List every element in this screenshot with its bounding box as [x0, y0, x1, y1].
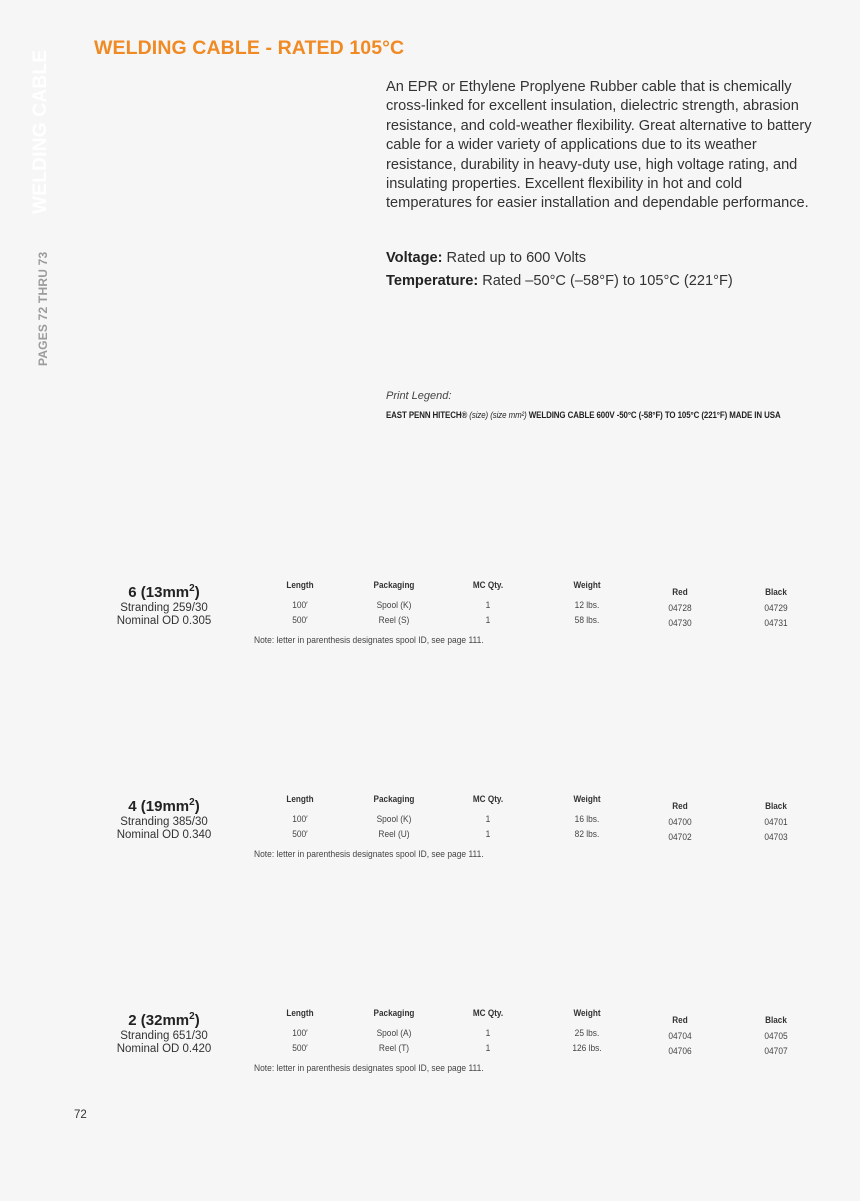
- table-cell: 04728: [668, 603, 692, 614]
- column-red: [650, 794, 710, 845]
- table-cell: 1: [485, 814, 491, 825]
- print-legend-label: Print Legend:: [386, 390, 452, 402]
- table-cell: 04729: [764, 603, 788, 614]
- product-block: [0, 794, 860, 894]
- column-length: [270, 580, 330, 628]
- print-legend-text: [386, 410, 781, 420]
- table-cell: 100′: [292, 600, 308, 611]
- size-superscript: 2: [189, 1011, 195, 1022]
- table-cell: 1: [485, 1043, 491, 1054]
- column-mc-qty: [458, 794, 518, 842]
- table-cell: 100′: [292, 814, 308, 825]
- column-header: Black: [765, 801, 787, 812]
- column-packaging: [354, 794, 434, 842]
- table-cell: 04730: [668, 618, 692, 629]
- voltage-label: Voltage:: [386, 250, 443, 266]
- temperature-value: Rated –50°C (–58°F) to 105°C (221°F): [478, 273, 733, 289]
- column-mc-qty: [458, 1008, 518, 1056]
- column-header: Length: [286, 580, 314, 591]
- table-cell: 25 lbs.: [574, 1028, 600, 1039]
- column-header: Black: [765, 1015, 787, 1026]
- column-mc-qty: [458, 580, 518, 628]
- size-info: [100, 580, 228, 628]
- table-cell: 04705: [764, 1031, 788, 1042]
- column-header: Weight: [573, 1008, 601, 1019]
- size-superscript: 2: [189, 583, 195, 594]
- table-cell: Reel (U): [378, 829, 410, 840]
- size-close: ): [194, 798, 200, 815]
- stranding: Stranding 385/30: [120, 816, 208, 828]
- column-length: [270, 1008, 330, 1056]
- cable-size: [100, 794, 228, 816]
- spool-note: Note: letter in parenthesis designates spool ID, see page 111.: [254, 635, 484, 646]
- table-cell: 04703: [764, 832, 788, 843]
- legend-size-mm: (size mm²): [490, 410, 527, 420]
- legend-part-specs: WELDING CABLE 600V -50°C (-58°F) TO 105°C (221°F) MADE IN USA: [526, 410, 781, 420]
- size-close: ): [194, 584, 200, 601]
- table-cell: 500′: [292, 829, 308, 840]
- column-weight: [556, 1008, 618, 1056]
- column-header: Weight: [573, 794, 601, 805]
- nominal-od: Nominal OD 0.420: [116, 1043, 212, 1055]
- column-black: [746, 1008, 806, 1059]
- table-cell: 1: [485, 829, 491, 840]
- column-header: Red: [672, 587, 688, 598]
- table-cell: 1: [485, 600, 491, 611]
- table-cell: 12 lbs.: [574, 600, 600, 611]
- product-block: [0, 580, 860, 680]
- column-header: Black: [765, 587, 787, 598]
- table-cell: 04701: [764, 817, 788, 828]
- column-red: [650, 1008, 710, 1059]
- column-header: Packaging: [373, 794, 415, 805]
- column-header: Packaging: [373, 1008, 415, 1019]
- voltage-value: Rated up to 600 Volts: [442, 250, 587, 266]
- table-cell: Spool (A): [376, 1028, 412, 1039]
- product-block: [0, 1008, 860, 1108]
- table-cell: 04700: [668, 817, 692, 828]
- size-text: 4 (19mm: [128, 798, 190, 815]
- column-black: [746, 580, 806, 631]
- column-weight: [556, 794, 618, 842]
- legend-part-brand: EAST PENN HITECH®: [386, 410, 470, 420]
- table-cell: 04706: [668, 1046, 692, 1057]
- table-cell: 16 lbs.: [574, 814, 600, 825]
- cable-size: [100, 580, 228, 602]
- spool-note: Note: letter in parenthesis designates spool ID, see page 111.: [254, 1063, 484, 1074]
- table-cell: 82 lbs.: [574, 829, 600, 840]
- table-cell: 04731: [764, 618, 788, 629]
- table-cell: 04704: [668, 1031, 692, 1042]
- column-header: Weight: [573, 580, 601, 591]
- spool-note: Note: letter in parenthesis designates spool ID, see page 111.: [254, 849, 484, 860]
- nominal-od: Nominal OD 0.340: [116, 829, 212, 841]
- stranding: Stranding 259/30: [120, 602, 208, 614]
- column-weight: [556, 580, 618, 628]
- column-header: MC Qty.: [472, 580, 504, 591]
- nominal-od: Nominal OD 0.305: [116, 615, 212, 627]
- table-cell: Spool (K): [376, 814, 412, 825]
- size-text: 2 (32mm: [128, 1012, 190, 1029]
- cable-size: [100, 1008, 228, 1030]
- table-cell: 04707: [764, 1046, 788, 1057]
- column-black: [746, 794, 806, 845]
- table-cell: 58 lbs.: [574, 615, 600, 626]
- table-cell: 100′: [292, 1028, 308, 1039]
- intro-paragraph: An EPR or Ethylene Proplyene Rubber cable that is chemically cross-linked for excellent insulation, dielectric strength, abrasion resistance, and cold-weather flexibility. Great alternative to battery cable for a wider variety of applications due to its weather resistance, durability in heavy-duty use, high voltage rating, and insulating properties. Excellent flexibility in hot and cold temperatures for easier installation and dependable performance.: [386, 79, 812, 212]
- column-red: [650, 580, 710, 631]
- column-header: Length: [286, 1008, 314, 1019]
- legend-size: (size): [469, 410, 489, 420]
- column-packaging: [354, 1008, 434, 1056]
- temperature-spec: [386, 273, 733, 289]
- page-number: 72: [74, 1109, 87, 1121]
- table-cell: 500′: [292, 615, 308, 626]
- column-header: Red: [672, 1015, 688, 1026]
- table-cell: 1: [485, 615, 491, 626]
- column-header: Length: [286, 794, 314, 805]
- size-info: [100, 1008, 228, 1056]
- size-text: 6 (13mm: [128, 584, 190, 601]
- column-header: MC Qty.: [472, 1008, 504, 1019]
- column-length: [270, 794, 330, 842]
- column-header: Red: [672, 801, 688, 812]
- column-packaging: [354, 580, 434, 628]
- table-cell: 500′: [292, 1043, 308, 1054]
- table-cell: Spool (K): [376, 600, 412, 611]
- temperature-label: Temperature:: [386, 273, 479, 289]
- column-header: MC Qty.: [472, 794, 504, 805]
- page-title: WELDING CABLE - RATED 105°C: [94, 37, 405, 59]
- stranding: Stranding 651/30: [120, 1030, 208, 1042]
- size-superscript: 2: [189, 797, 195, 808]
- table-cell: Reel (S): [378, 615, 410, 626]
- table-cell: 04702: [668, 832, 692, 843]
- table-cell: 1: [485, 1028, 491, 1039]
- column-header: Packaging: [373, 580, 415, 591]
- size-info: [100, 794, 228, 842]
- table-cell: Reel (T): [378, 1043, 410, 1054]
- table-cell: 126 lbs.: [572, 1043, 602, 1054]
- pages-side-label: PAGES 72 THRU 73: [36, 251, 50, 366]
- voltage-spec: [386, 250, 586, 266]
- section-side-label: WELDING CABLE: [30, 49, 51, 214]
- size-close: ): [194, 1012, 200, 1029]
